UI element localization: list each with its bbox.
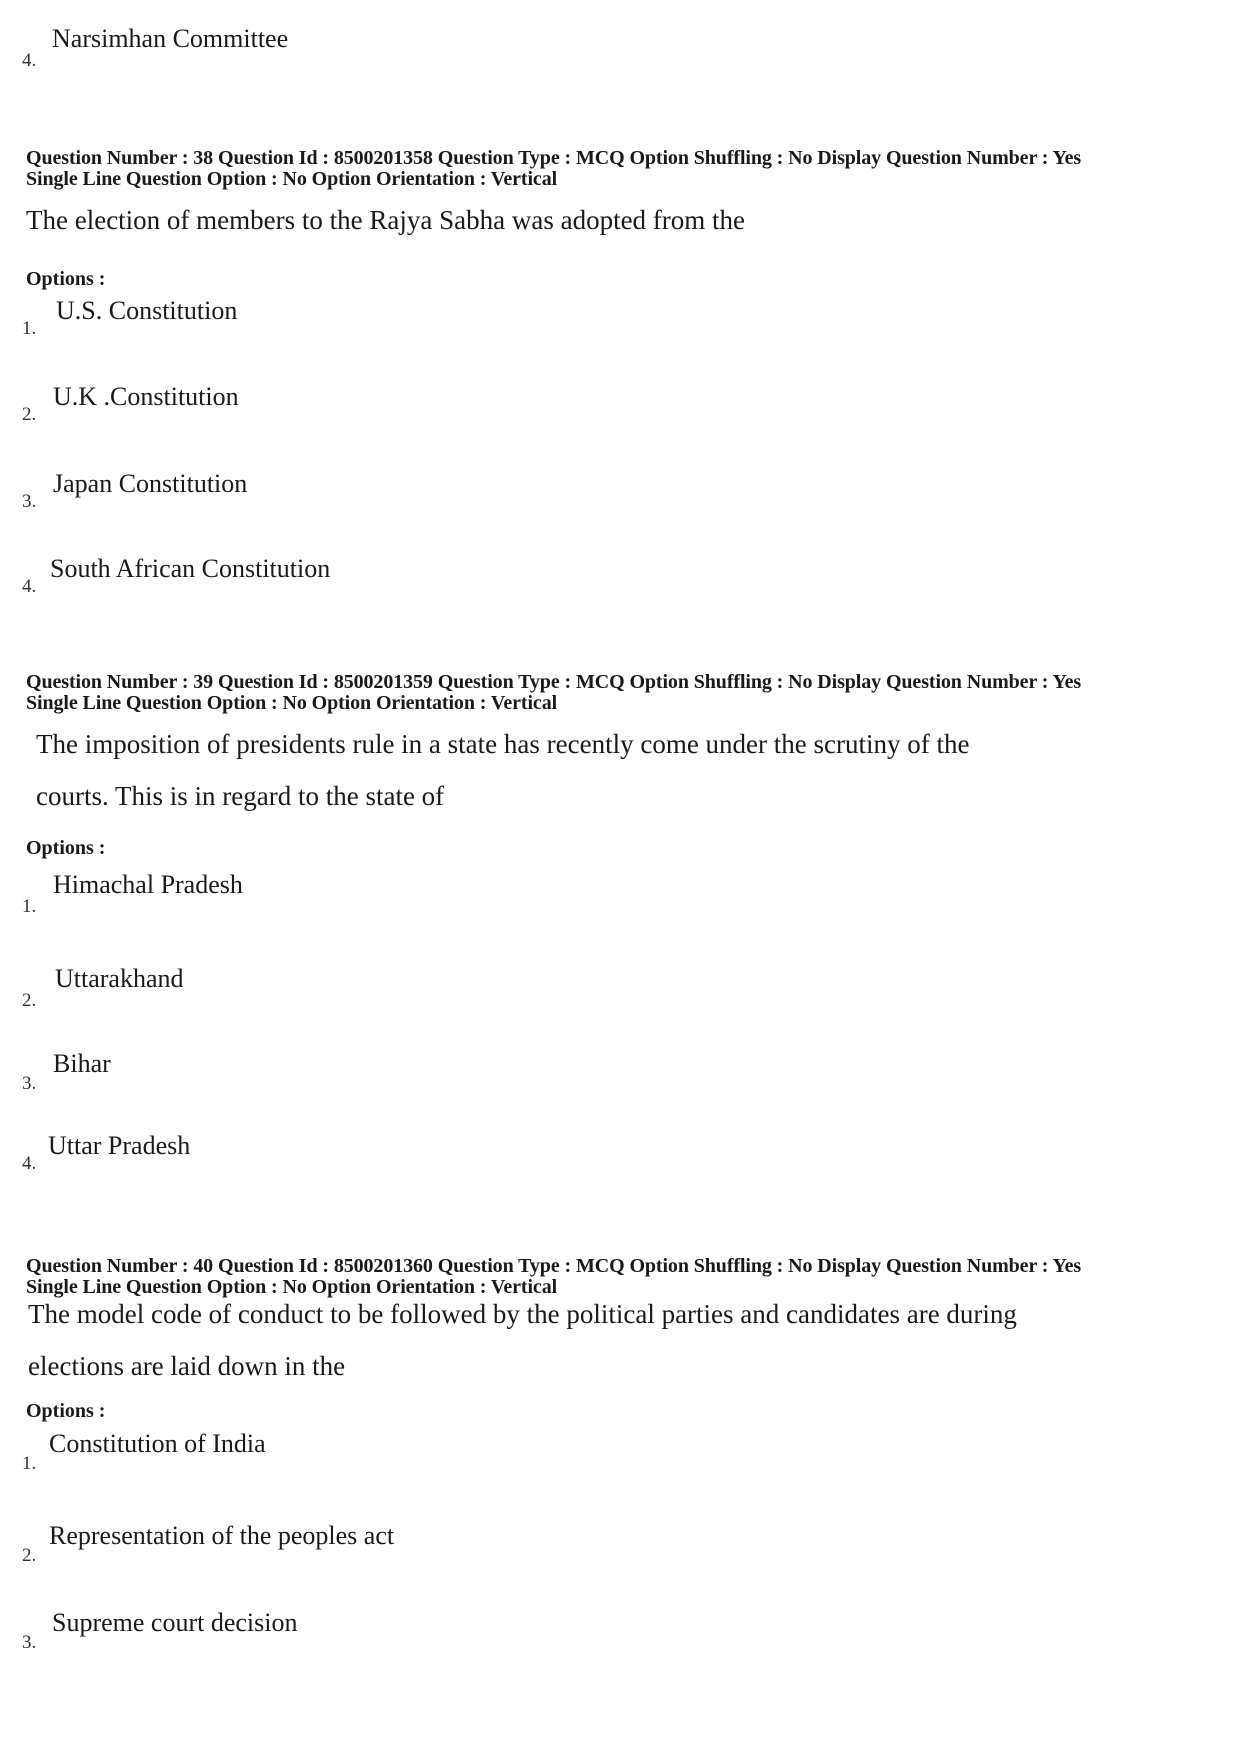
option-text: Constitution of India	[49, 1429, 266, 1458]
question-38-text: The election of members to the Rajya Sabha was adopted from the	[26, 205, 746, 235]
options-label: Options :	[26, 837, 106, 859]
options-label: Options :	[26, 268, 106, 290]
question-meta-line: Question Number : 38 Question Id : 8500201358 Question Type : MCQ Option Shuffling : No Display Question Number : Yes	[26, 147, 1082, 169]
option-text: Himachal Pradesh	[53, 870, 243, 899]
option-text: U.S. Constitution	[56, 296, 238, 325]
question-39-text-line-2: courts. This is in regard to the state of	[36, 781, 445, 811]
option-number: 2.	[22, 1545, 37, 1566]
option-text: South African Constitution	[50, 554, 331, 583]
option-text: Narsimhan Committee	[52, 24, 289, 53]
option-number: 4.	[22, 576, 37, 597]
option-number: 2.	[22, 404, 37, 425]
question-39-text-line-1: The imposition of presidents rule in a state has recently come under the scrutiny of the	[36, 729, 970, 759]
option-text: U.K .Constitution	[53, 382, 239, 411]
question-38-meta	[26, 148, 1081, 190]
option-number: 1.	[22, 1453, 37, 1474]
option-number: 3.	[22, 491, 37, 512]
option-number: 2.	[22, 990, 37, 1011]
option-number: 1.	[22, 318, 37, 339]
option-text: Uttar Pradesh	[48, 1131, 191, 1160]
option-number: 1.	[22, 896, 37, 917]
option-text: Supreme court decision	[52, 1608, 298, 1637]
question-meta-line: Question Number : 40 Question Id : 8500201360 Question Type : MCQ Option Shuffling : No Display Question Number : Yes	[26, 1255, 1082, 1277]
option-text: Japan Constitution	[53, 469, 248, 498]
option-number: 4.	[22, 1153, 37, 1174]
question-40-text-line-1: The model code of conduct to be followed by the political parties and candidates are during	[28, 1299, 1017, 1329]
question-meta-line: Single Line Question Option : No Option Orientation : Vertical	[26, 1276, 558, 1298]
question-40-text-line-2: elections are laid down in the	[28, 1351, 346, 1381]
options-label: Options :	[26, 1400, 106, 1422]
question-40-meta	[26, 1256, 1081, 1298]
option-number: 3.	[22, 1073, 37, 1094]
option-number: 4.	[22, 50, 37, 71]
option-text: Representation of the peoples act	[49, 1521, 395, 1550]
question-meta-line: Single Line Question Option : No Option Orientation : Vertical	[26, 168, 558, 190]
question-meta-line: Single Line Question Option : No Option Orientation : Vertical	[26, 692, 558, 714]
option-text: Bihar	[53, 1049, 111, 1078]
option-text: Uttarakhand	[55, 964, 184, 993]
question-meta-line: Question Number : 39 Question Id : 8500201359 Question Type : MCQ Option Shuffling : No Display Question Number : Yes	[26, 671, 1082, 693]
question-39-meta	[26, 672, 1081, 714]
option-number: 3.	[22, 1632, 37, 1653]
